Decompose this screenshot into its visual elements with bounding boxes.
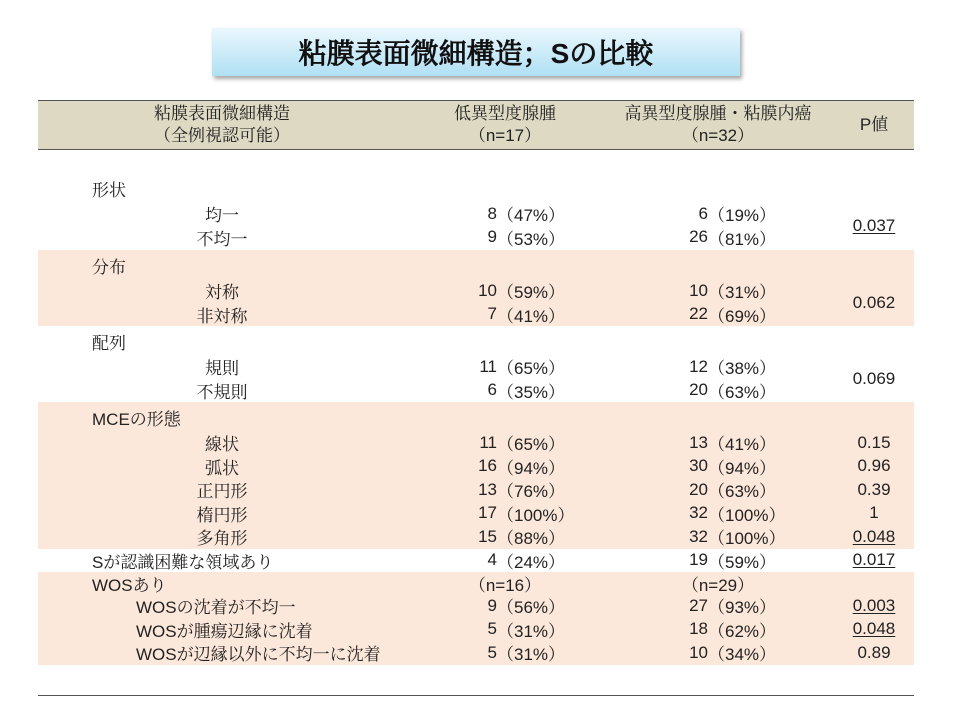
p-value: 0.062 bbox=[852, 292, 896, 312]
section-label-row bbox=[38, 572, 914, 594]
section-rows bbox=[38, 431, 914, 549]
high-grade-count: 12 bbox=[689, 356, 708, 376]
low-grade-count: 16 bbox=[478, 456, 497, 476]
low-grade-count: 11 bbox=[479, 356, 497, 376]
section-shape bbox=[38, 150, 914, 250]
p-value-cell bbox=[836, 478, 912, 502]
comparison-table bbox=[38, 100, 914, 665]
slide-title: 粘膜表面微細構造；Sの比較 bbox=[212, 28, 740, 76]
header-p-value-title: P値 bbox=[859, 115, 889, 134]
low-grade-value bbox=[420, 202, 590, 226]
table-body bbox=[38, 150, 914, 665]
section-label-row bbox=[38, 327, 914, 355]
row-label: 不規則 bbox=[196, 382, 248, 402]
row-label: 均一 bbox=[205, 206, 239, 226]
high-grade-percent: （62%） bbox=[708, 621, 777, 641]
high-grade-count: 10 bbox=[689, 642, 708, 662]
low-grade-percent: （31%） bbox=[497, 621, 566, 641]
low-grade-value bbox=[420, 618, 590, 642]
low-grade-count: 7 bbox=[487, 304, 497, 324]
high-grade-count: 19 bbox=[689, 550, 708, 570]
high-grade-value bbox=[600, 431, 836, 455]
p-value-cell bbox=[836, 641, 912, 665]
row-label: 規則 bbox=[205, 359, 239, 379]
low-grade-percent: （47%） bbox=[497, 206, 566, 226]
high-grade-count: 32 bbox=[689, 503, 708, 523]
header-high-grade-n: （n=32） bbox=[681, 126, 755, 145]
high-grade-n: （n=29） bbox=[681, 575, 755, 595]
table-header bbox=[38, 100, 914, 150]
row-label: 対称 bbox=[205, 283, 239, 303]
header-low-grade bbox=[420, 101, 590, 149]
high-grade-percent: （38%） bbox=[708, 359, 777, 379]
low-grade-percent: （65%） bbox=[497, 359, 566, 379]
header-low-grade-n: （n=17） bbox=[468, 126, 542, 145]
p-value-cell bbox=[836, 502, 912, 526]
section-wos bbox=[38, 572, 914, 665]
section-s-unrecognizable-area bbox=[38, 549, 914, 573]
low-grade-value bbox=[420, 355, 590, 379]
section-label: Sが認識困難な領域あり bbox=[92, 552, 274, 572]
section-rows bbox=[38, 279, 914, 326]
p-value: 0.003 bbox=[852, 595, 896, 615]
table-row bbox=[38, 303, 914, 327]
p-value: 0.037 bbox=[852, 215, 896, 235]
high-grade-count: 27 bbox=[689, 595, 708, 615]
high-grade-count: 32 bbox=[689, 526, 708, 546]
low-grade-percent: （35%） bbox=[497, 382, 566, 402]
p-value: 0.39 bbox=[857, 479, 891, 499]
row-label: 多角形 bbox=[196, 529, 248, 549]
header-item-note: （全例視認可能） bbox=[154, 126, 290, 145]
high-grade-percent: （100%） bbox=[708, 529, 786, 549]
low-grade-percent: （53%） bbox=[497, 229, 566, 249]
section-label: WOSあり bbox=[92, 575, 167, 595]
low-grade-count: 17 bbox=[478, 503, 497, 523]
p-value: 0.96 bbox=[857, 456, 891, 476]
high-grade-percent: （19%） bbox=[708, 206, 777, 226]
p-value-cell bbox=[836, 594, 912, 618]
high-grade-count: 20 bbox=[689, 380, 708, 400]
high-grade-value bbox=[600, 594, 836, 618]
low-grade-percent: （76%） bbox=[497, 482, 566, 502]
table-row bbox=[38, 202, 914, 226]
section-rows bbox=[38, 202, 914, 249]
table-row bbox=[38, 455, 914, 479]
row-label: 線状 bbox=[205, 435, 239, 455]
p-value-cell bbox=[836, 279, 912, 326]
high-grade-count: 18 bbox=[689, 619, 708, 639]
p-value-cell bbox=[836, 355, 912, 402]
high-grade-count: 10 bbox=[689, 280, 708, 300]
section-label-row bbox=[38, 174, 914, 202]
high-grade-percent: （59%） bbox=[708, 552, 777, 572]
high-grade-value bbox=[600, 279, 836, 303]
high-grade-value bbox=[600, 525, 836, 549]
table-row bbox=[38, 525, 914, 549]
p-value-cell bbox=[836, 455, 912, 479]
low-grade-percent: （41%） bbox=[497, 306, 566, 326]
section-distribution bbox=[38, 250, 914, 326]
high-grade-value bbox=[600, 226, 836, 250]
high-grade-count: 13 bbox=[689, 432, 708, 452]
high-grade-value bbox=[600, 478, 836, 502]
table-bottom-rule bbox=[38, 695, 914, 696]
high-grade-count: 20 bbox=[689, 479, 708, 499]
table-row bbox=[38, 478, 914, 502]
low-grade-value bbox=[420, 502, 590, 526]
low-grade-value bbox=[420, 525, 590, 549]
p-value-cell bbox=[836, 525, 912, 549]
section-label: 配列 bbox=[92, 333, 126, 353]
table-row bbox=[38, 355, 914, 379]
header-low-grade-title: 低異型度腺腫 bbox=[454, 104, 556, 123]
table-row bbox=[38, 431, 914, 455]
low-grade-value bbox=[420, 594, 590, 618]
high-grade-count: 26 bbox=[689, 227, 708, 247]
table-row bbox=[38, 618, 914, 642]
row-label: WOSが腫瘍辺縁に沈着 bbox=[136, 621, 313, 641]
row-label: 弧状 bbox=[205, 458, 239, 478]
low-grade-percent: （65%） bbox=[497, 435, 566, 455]
high-grade-value bbox=[600, 641, 836, 665]
table-row bbox=[38, 594, 914, 618]
high-grade-value bbox=[600, 455, 836, 479]
header-item-title: 粘膜表面微細構造 bbox=[154, 104, 290, 123]
high-grade-percent: （94%） bbox=[708, 458, 777, 478]
low-grade-percent: （100%） bbox=[497, 505, 575, 525]
low-grade-percent: （59%） bbox=[497, 283, 566, 303]
p-value: 0.048 bbox=[852, 526, 896, 546]
p-value: 0.017 bbox=[852, 550, 896, 570]
high-grade-value bbox=[600, 618, 836, 642]
high-grade-percent: （63%） bbox=[708, 482, 777, 502]
high-grade-percent: （34%） bbox=[708, 645, 777, 665]
section-rows bbox=[38, 594, 914, 665]
table-row bbox=[38, 641, 914, 665]
p-value: 0.15 bbox=[857, 432, 891, 452]
low-grade-percent: （94%） bbox=[497, 458, 566, 478]
low-grade-percent: （24%） bbox=[497, 552, 566, 572]
low-grade-count: 5 bbox=[487, 642, 497, 662]
high-grade-percent: （100%） bbox=[708, 505, 786, 525]
low-grade-count: 6 bbox=[487, 380, 497, 400]
low-grade-count: 15 bbox=[478, 526, 497, 546]
table-row bbox=[38, 379, 914, 403]
high-grade-count: 22 bbox=[689, 304, 708, 324]
p-value: 1 bbox=[869, 503, 879, 523]
p-value-cell bbox=[836, 202, 912, 249]
row-label: 楕円形 bbox=[196, 505, 248, 525]
high-grade-percent: （81%） bbox=[708, 229, 777, 249]
row-label: 非対称 bbox=[196, 306, 248, 326]
low-grade-value bbox=[420, 379, 590, 403]
section-label-row bbox=[38, 251, 914, 279]
table-row bbox=[38, 279, 914, 303]
high-grade-value bbox=[600, 502, 836, 526]
high-grade-value bbox=[600, 549, 836, 573]
low-grade-count: 13 bbox=[478, 479, 497, 499]
header-high-grade-title: 高異型度腺腫・粘膜内癌 bbox=[624, 104, 812, 123]
p-value: 0.048 bbox=[852, 619, 896, 639]
table-row bbox=[38, 226, 914, 250]
high-grade-value bbox=[600, 303, 836, 327]
header-p-value bbox=[836, 101, 912, 149]
low-grade-count: 9 bbox=[487, 227, 497, 247]
high-grade-percent: （41%） bbox=[708, 435, 777, 455]
low-grade-count: 11 bbox=[479, 432, 497, 452]
low-grade-percent: （56%） bbox=[497, 598, 566, 618]
high-grade-percent: （93%） bbox=[708, 598, 777, 618]
p-value-cell bbox=[836, 618, 912, 642]
high-grade-count: 6 bbox=[698, 203, 708, 223]
low-grade-value bbox=[420, 455, 590, 479]
low-grade-n: （n=16） bbox=[468, 575, 542, 595]
p-value-cell bbox=[836, 549, 912, 573]
low-grade-value bbox=[420, 279, 590, 303]
high-grade-percent: （31%） bbox=[708, 283, 777, 303]
section-label: 形状 bbox=[92, 180, 126, 200]
low-grade-value bbox=[420, 641, 590, 665]
high-grade-percent: （63%） bbox=[708, 382, 777, 402]
high-grade-count: 30 bbox=[689, 456, 708, 476]
section-label: MCEの形態 bbox=[92, 409, 181, 429]
low-grade-count: 8 bbox=[487, 203, 497, 223]
low-grade-value bbox=[420, 226, 590, 250]
low-grade-percent: （31%） bbox=[497, 645, 566, 665]
low-grade-count: 9 bbox=[487, 595, 497, 615]
p-value: 0.89 bbox=[857, 642, 891, 662]
low-grade-value bbox=[420, 431, 590, 455]
header-item bbox=[38, 101, 406, 149]
low-grade-count: 4 bbox=[487, 550, 497, 570]
section-mce-morphology bbox=[38, 402, 914, 549]
high-grade-value bbox=[600, 355, 836, 379]
low-grade-value bbox=[420, 478, 590, 502]
high-grade-percent: （69%） bbox=[708, 306, 777, 326]
header-high-grade bbox=[600, 101, 836, 149]
section-label-row bbox=[38, 549, 914, 573]
row-label: 不均一 bbox=[196, 229, 248, 249]
row-label: 正円形 bbox=[196, 482, 248, 502]
row-label: WOSが辺縁以外に不均一に沈着 bbox=[136, 645, 381, 665]
section-rows bbox=[38, 355, 914, 402]
low-grade-value bbox=[420, 549, 590, 573]
section-label-row bbox=[38, 403, 914, 431]
high-grade-value bbox=[600, 202, 836, 226]
table-row bbox=[38, 502, 914, 526]
p-value: 0.069 bbox=[852, 368, 896, 388]
p-value-cell bbox=[836, 431, 912, 455]
section-label: 分布 bbox=[92, 257, 126, 277]
low-grade-percent: （88%） bbox=[497, 529, 566, 549]
section-arrangement bbox=[38, 326, 914, 402]
low-grade-value bbox=[420, 303, 590, 327]
low-grade-count: 5 bbox=[487, 619, 497, 639]
low-grade-count: 10 bbox=[478, 280, 497, 300]
high-grade-value bbox=[600, 379, 836, 403]
row-label: WOSの沈着が不均一 bbox=[136, 598, 296, 618]
